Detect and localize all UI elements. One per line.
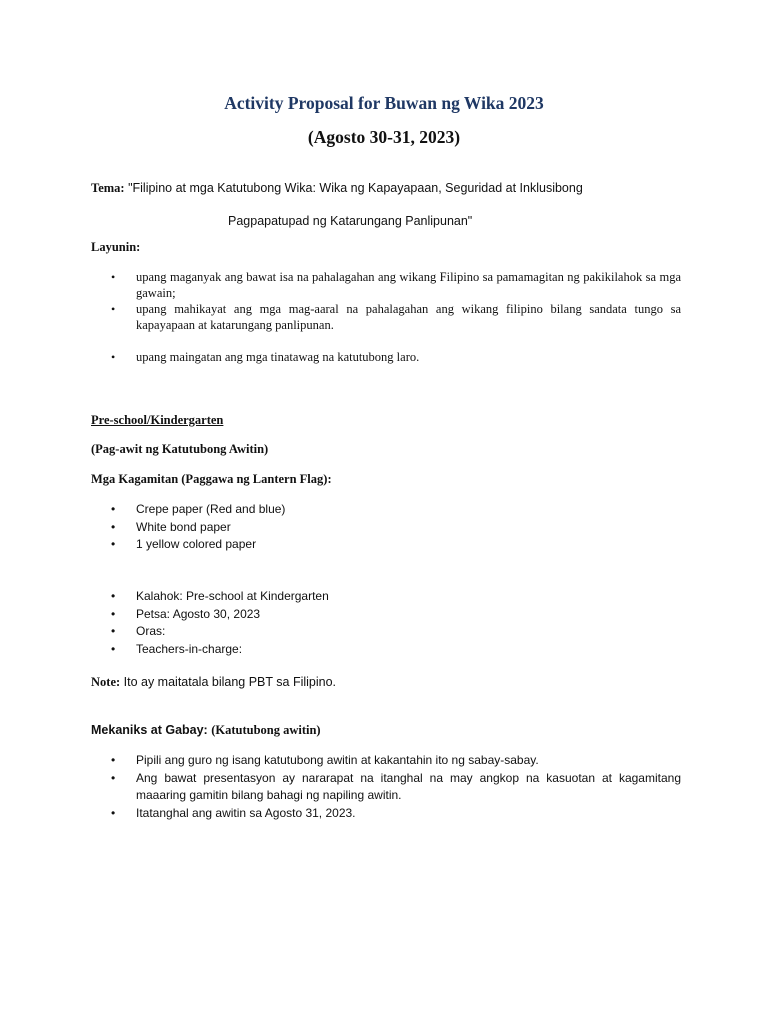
mechanics-heading [91, 722, 681, 738]
section-heading: Pre-school/Kindergarten [91, 413, 224, 427]
materials-list [91, 501, 681, 554]
material-item: • 1 yellow colored paper [91, 536, 681, 554]
layunin-item: • upang mahikayat ang mga mag-aaral na pahalagahan ang wikang filipino bilang sandata tungo sa kapayapaan at katarungang panlipunan. [91, 301, 681, 333]
activity-title: (Pag-awit ng Katutubong Awitin) [91, 442, 269, 456]
tema-label: Tema: [91, 181, 125, 195]
layunin-list [91, 269, 681, 333]
tema-line-1 [91, 180, 681, 196]
layunin-item: • upang maganyak ang bawat isa na pahalagahan ang wikang Filipino sa pamamagitan ng pakikilahok sa mga gawain; [91, 269, 681, 301]
note-text: Ito ay maitatala bilang PBT sa Filipino. [123, 675, 337, 689]
detail-item: • Oras: [91, 623, 681, 641]
material-item: • Crepe paper (Red and blue) [91, 501, 681, 519]
document-title: Activity Proposal for Buwan ng Wika 2023 [224, 93, 544, 113]
layunin-list-2 [91, 349, 681, 365]
layunin-label: Layunin: [91, 240, 141, 254]
tema-text-2: Pagpapatupad ng Katarungang Panlipunan" [228, 214, 473, 228]
note-line [91, 674, 681, 690]
detail-item: • Petsa: Agosto 30, 2023 [91, 606, 681, 624]
details-list [91, 588, 681, 658]
mechanics-item: • Itatanghal ang awitin sa Agosto 31, 2023. [91, 805, 681, 823]
mechanics-label: Mekaniks at Gabay: [91, 723, 208, 737]
mechanics-sub: (Katutubong awitin) [211, 723, 321, 737]
detail-item: • Kalahok: Pre-school at Kindergarten [91, 588, 681, 606]
note-label: Note: [91, 675, 121, 689]
layunin-item: • upang maingatan ang mga tinatawag na katutubong laro. [91, 349, 681, 365]
tema-text-1: "Filipino at mga Katutubong Wika: Wika ng Kapayapaan, Seguridad at Inklusibong [128, 181, 583, 195]
material-item: • White bond paper [91, 519, 681, 537]
document-subtitle: (Agosto 30-31, 2023) [307, 127, 461, 147]
mechanics-item: • Pipili ang guro ng isang katutubong awitin at kakantahin ito ng sabay-sabay. [91, 752, 681, 770]
detail-item: • Teachers-in-charge: [91, 641, 681, 659]
mechanics-list [91, 752, 681, 822]
materials-label: Mga Kagamitan (Paggawa ng Lantern Flag): [91, 472, 332, 486]
mechanics-item: • Ang bawat presentasyon ay nararapat na itanghal na may angkop na kasuotan at kagamitang maaaring gamitin bilang bahagi ng napiling awitin. [91, 770, 681, 805]
